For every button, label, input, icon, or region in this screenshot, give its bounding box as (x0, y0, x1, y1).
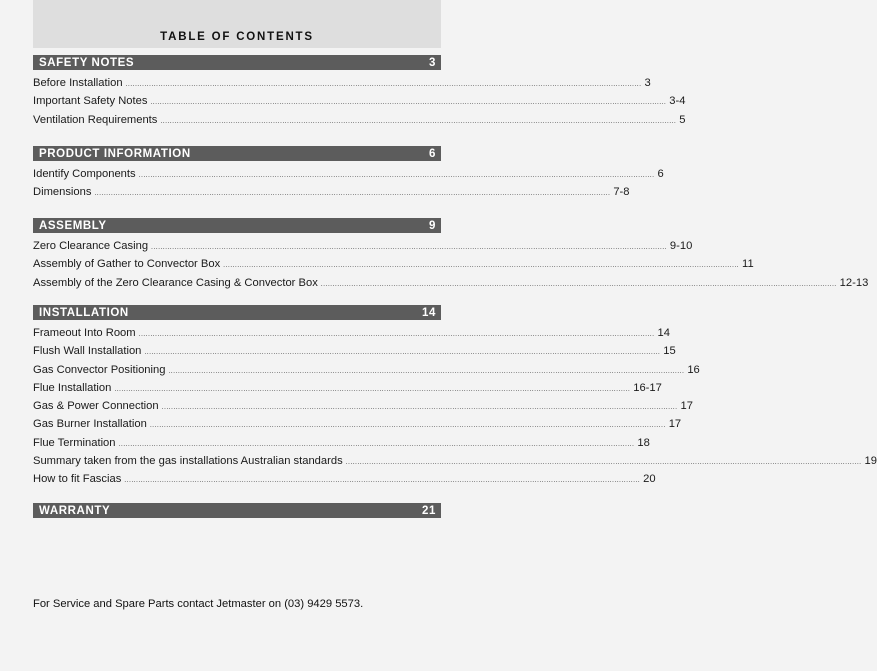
entry-label: Flue Termination (33, 436, 116, 449)
entry-label: Zero Clearance Casing (33, 240, 149, 252)
section-heading: ASSEMBLY (39, 219, 107, 232)
entry-page: 11 (742, 258, 754, 271)
entry-label: Dimensions (33, 186, 92, 199)
section-page: 21 (422, 504, 436, 517)
entry-page: 5 (679, 113, 686, 126)
section-heading: WARRANTY (39, 504, 111, 517)
entry-label: Important Safety Notes (33, 95, 148, 108)
entry-page: 14 (657, 327, 670, 339)
toc-entry[interactable] (33, 168, 664, 186)
toc-entry[interactable] (33, 77, 651, 95)
leader-dots: ............................................................................................................................................................................................................................ (223, 262, 740, 270)
service-contact-note: For Service and Spare Parts contact Jetmaster on (03) 9429 5573. (33, 598, 364, 610)
leader-dots: ............................................................................................................................................................................................................................ (161, 404, 678, 412)
page-title: TABLE OF CONTENTS (160, 31, 314, 43)
entry-label: Gas Convector Positioning (33, 363, 166, 376)
toc-entry[interactable] (33, 473, 656, 491)
toc-entry[interactable] (33, 345, 676, 363)
section-header (33, 146, 441, 161)
toc-entry[interactable] (33, 400, 693, 418)
section-page: 6 (429, 147, 436, 160)
leader-dots: ............................................................................................................................................................................................................................ (151, 244, 667, 251)
leader-dots: ............................................................................................................................................................................................................................ (138, 331, 655, 338)
entry-label: Before Installation (33, 77, 123, 89)
section-header (33, 503, 441, 518)
section-header (33, 55, 441, 70)
entry-label: Summary taken from the gas installations Australian standards (33, 455, 343, 468)
entry-label: Flush Wall Installation (33, 345, 142, 358)
leader-dots: ............................................................................................................................................................................................................................ (125, 81, 642, 88)
entry-page: 3 (644, 77, 651, 89)
entry-label: Frameout Into Room (33, 327, 136, 339)
leader-dots: ............................................................................................................................................................................................................................ (144, 349, 661, 357)
leader-dots: ............................................................................................................................................................................................................................ (94, 190, 611, 198)
entry-page: 17 (668, 418, 682, 431)
section-safety-notes (33, 55, 686, 132)
entry-page: 7-8 (613, 186, 630, 199)
toc-entry[interactable] (33, 276, 869, 295)
leader-dots: ............................................................................................................................................................................................................................ (114, 385, 631, 393)
toc-entry[interactable] (33, 455, 877, 473)
leader-dots: ............................................................................................................................................................................................................................ (124, 477, 641, 485)
entry-label: How to fit Fascias (33, 473, 122, 486)
leader-dots: ............................................................................................................................................................................................................................ (320, 280, 837, 288)
entry-label: Gas & Power Connection (33, 400, 159, 413)
leader-dots: ............................................................................................................................................................................................................................ (118, 440, 635, 448)
toc-entry[interactable] (33, 95, 686, 113)
section-assembly (33, 218, 869, 295)
leader-dots: ............................................................................................................................................................................................................................ (345, 459, 862, 467)
leader-dots: ............................................................................................................................................................................................................................ (138, 172, 655, 179)
section-page: 14 (422, 306, 436, 319)
toc-entry[interactable] (33, 418, 682, 436)
leader-dots: ............................................................................................................................................................................................................................ (150, 99, 667, 107)
toc-entry[interactable] (33, 113, 686, 132)
section-header (33, 305, 441, 320)
section-page: 9 (429, 219, 436, 232)
entry-label: Assembly of the Zero Clearance Casing & Convector Box (33, 276, 318, 289)
entry-label: Gas Burner Installation (33, 418, 147, 431)
entry-page: 16 (687, 363, 700, 376)
leader-dots: ............................................................................................................................................................................................................................ (168, 367, 685, 375)
entry-page: 3-4 (669, 95, 686, 108)
entry-page: 17 (680, 400, 693, 413)
section-page: 3 (429, 56, 436, 69)
toc-entry[interactable] (33, 258, 754, 276)
toc-entry[interactable] (33, 436, 650, 455)
leader-dots: ............................................................................................................................................................................................................................ (149, 422, 666, 430)
toc-entry[interactable] (33, 240, 693, 258)
section-heading: SAFETY NOTES (39, 56, 135, 69)
entry-page: 15 (663, 345, 676, 358)
entry-label: Ventilation Requirements (33, 113, 158, 126)
entry-page: 19 (864, 455, 877, 468)
toc-entry[interactable] (33, 363, 700, 382)
section-heading: INSTALLATION (39, 306, 129, 319)
entry-page: 9-10 (669, 240, 693, 252)
section-warranty (33, 503, 441, 518)
entry-page: 20 (643, 473, 656, 486)
toc-entry[interactable] (33, 327, 670, 345)
entry-page: 12-13 (839, 276, 869, 289)
entry-page: 16-17 (633, 381, 662, 394)
section-product-information (33, 146, 664, 205)
section-header (33, 218, 441, 233)
entry-label: Assembly of Gather to Convector Box (33, 258, 221, 271)
section-installation (33, 305, 877, 492)
entry-page: 18 (637, 436, 650, 449)
entry-label: Flue Installation (33, 381, 112, 394)
toc-entry[interactable] (33, 381, 662, 400)
entry-label: Identify Components (33, 168, 136, 180)
section-heading: PRODUCT INFORMATION (39, 147, 191, 160)
leader-dots: ............................................................................................................................................................................................................................ (160, 117, 677, 125)
entry-page: 6 (657, 168, 664, 180)
toc-entry[interactable] (33, 186, 630, 204)
